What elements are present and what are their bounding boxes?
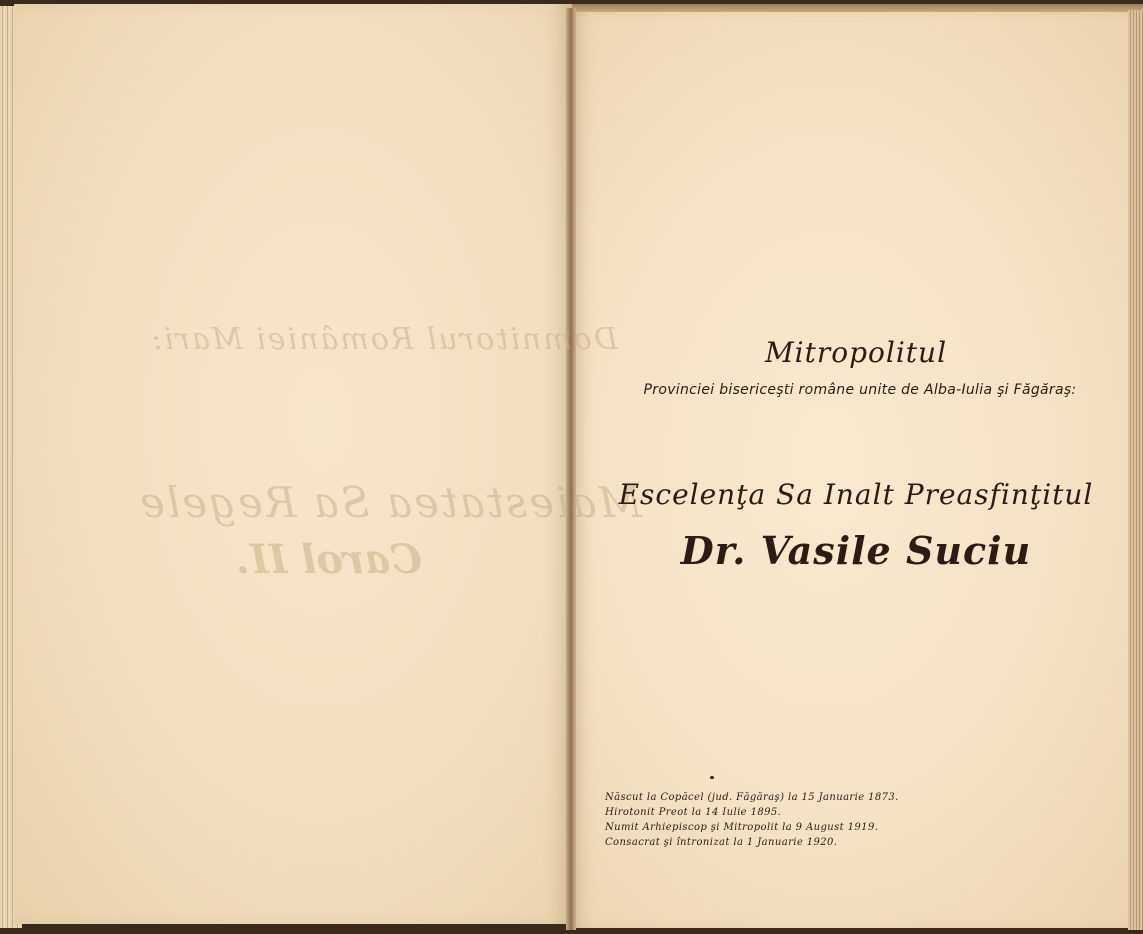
bio-line: Hirotonit Preot la 14 Iulie 1895.: [605, 807, 782, 818]
person-name: Dr. Vasile Suciu: [680, 528, 1032, 573]
show-through-line-2: Maiestatea Sa Regele: [138, 478, 642, 527]
show-through-line-3: Carol II.: [236, 536, 422, 583]
biography-block: [605, 790, 899, 850]
right-page-edges: [1128, 10, 1143, 930]
province-subtitle: Provinciei bisericeşti române unite de Alba-Iulia şi Făgăraş:: [643, 382, 1077, 398]
excellence-title: Escelenţa Sa Inalt Preasfinţitul: [618, 478, 1094, 511]
left-page: [14, 4, 572, 924]
bio-line: Născut la Copăcel (jud. Făgăraş) la 15 Januarie 1873.: [605, 792, 899, 803]
book-spine: [566, 8, 576, 930]
show-through-line-1: Domnitorul României Mari:: [150, 322, 618, 357]
ornament-dot: [710, 776, 714, 779]
metropolitan-heading: Mitropolitul: [764, 336, 948, 369]
bio-line: Consacrat şi întronizat la 1 Januarie 1920.: [605, 837, 838, 848]
bio-line: Numit Arhiepiscop şi Mitropolit la 9 August 1919.: [605, 822, 879, 833]
